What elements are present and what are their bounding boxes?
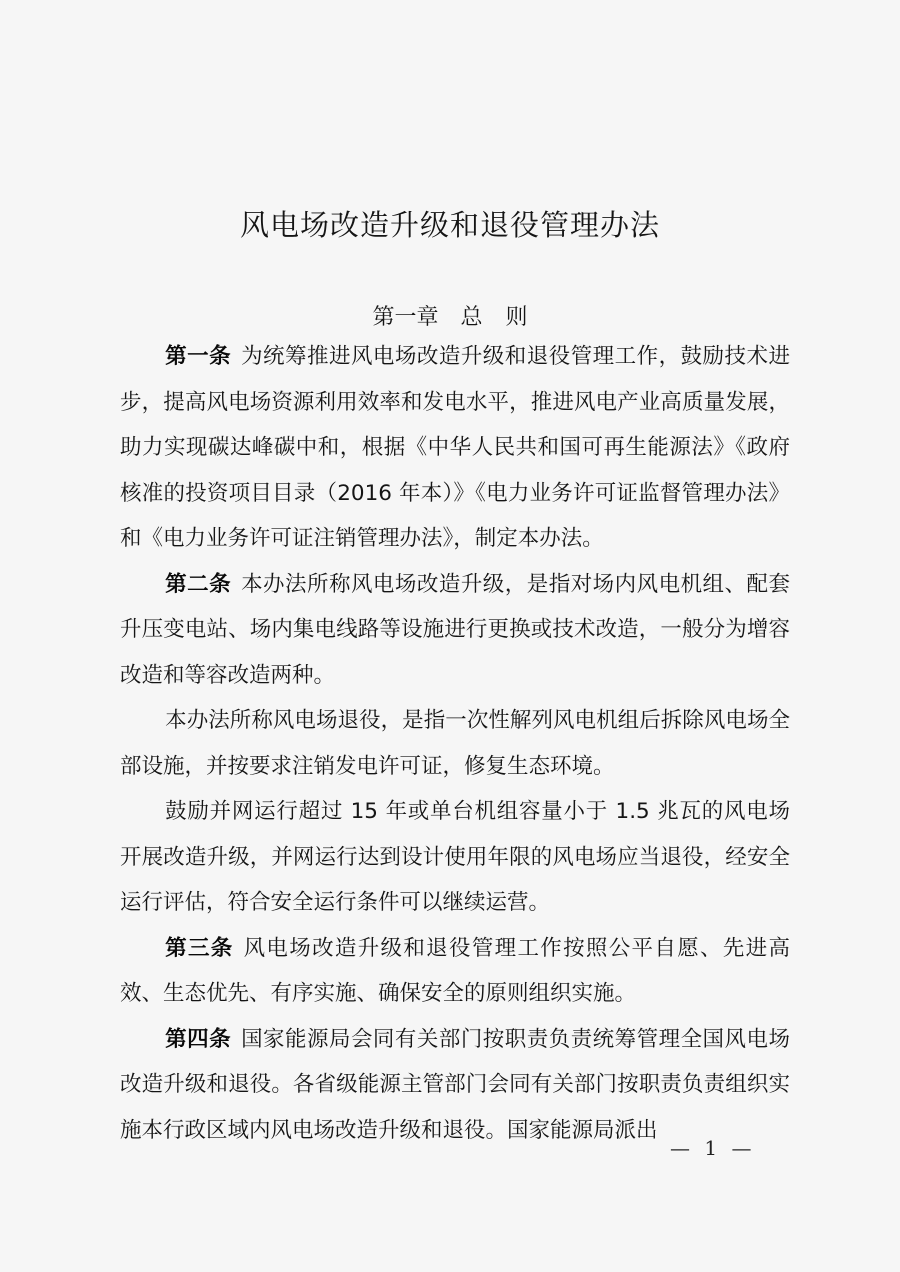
article-1-paragraph: [120, 334, 790, 562]
article-4-paragraph: [120, 1017, 790, 1154]
article-label: 第三条: [165, 935, 234, 961]
chapter-heading: 第一章 总 则: [372, 305, 528, 330]
paragraph-text: 本办法所称风电场退役，是指一次性解列风电机组后拆除风电场全部设施，并按要求注销发电许可证，修复生态环境。: [120, 708, 790, 779]
article-3-paragraph: [120, 926, 790, 1017]
article-label: 第四条: [165, 1026, 232, 1052]
article-2-encouragement-paragraph: [120, 789, 790, 926]
article-label: 第一条: [165, 344, 232, 369]
article-label: 第二条: [165, 571, 232, 597]
page-number: — 1 —: [670, 1136, 756, 1160]
article-2-paragraph: [120, 562, 790, 699]
document-body: [120, 334, 790, 1153]
article-text: 本办法所称风电场改造升级，是指对场内风电机组、配套升压变电站、场内集电线路等设施进行更换或技术改造，一般分为增容改造和等容改造两种。: [120, 571, 790, 688]
article-2-continuation-paragraph: [120, 698, 790, 789]
article-text: 风电场改造升级和退役管理工作按照公平自愿、先进高效、生态优先、有序实施、确保安全的原则组织实施。: [120, 935, 790, 1006]
article-text: 国家能源局会同有关部门按职责负责统筹管理全国风电场改造升级和退役。各省级能源主管部门会同有关部门按职责负责组织实施本行政区域内风电场改造升级和退役。国家能源局派出: [120, 1026, 790, 1143]
document-title: 风电场改造升级和退役管理办法: [239, 208, 660, 242]
article-text: 为统筹推进风电场改造升级和退役管理工作，鼓励技术进步，提高风电场资源利用效率和发电水平，推进风电产业高质量发展，助力实现碳达峰碳中和，根据《中华人民共和国可再生能源法》《政府核准的投资项目目录（2016 年本）》《电力业务许可证监督管理办法》和《电力业务许可证注销管理办法》，制定本办法。: [120, 344, 790, 551]
paragraph-text: 鼓励并网运行超过 15 年或单台机组容量小于 1.5 兆瓦的风电场开展改造升级，并网运行达到设计使用年限的风电场应当退役，经安全运行评估，符合安全运行条件可以继续运营。: [120, 799, 790, 915]
